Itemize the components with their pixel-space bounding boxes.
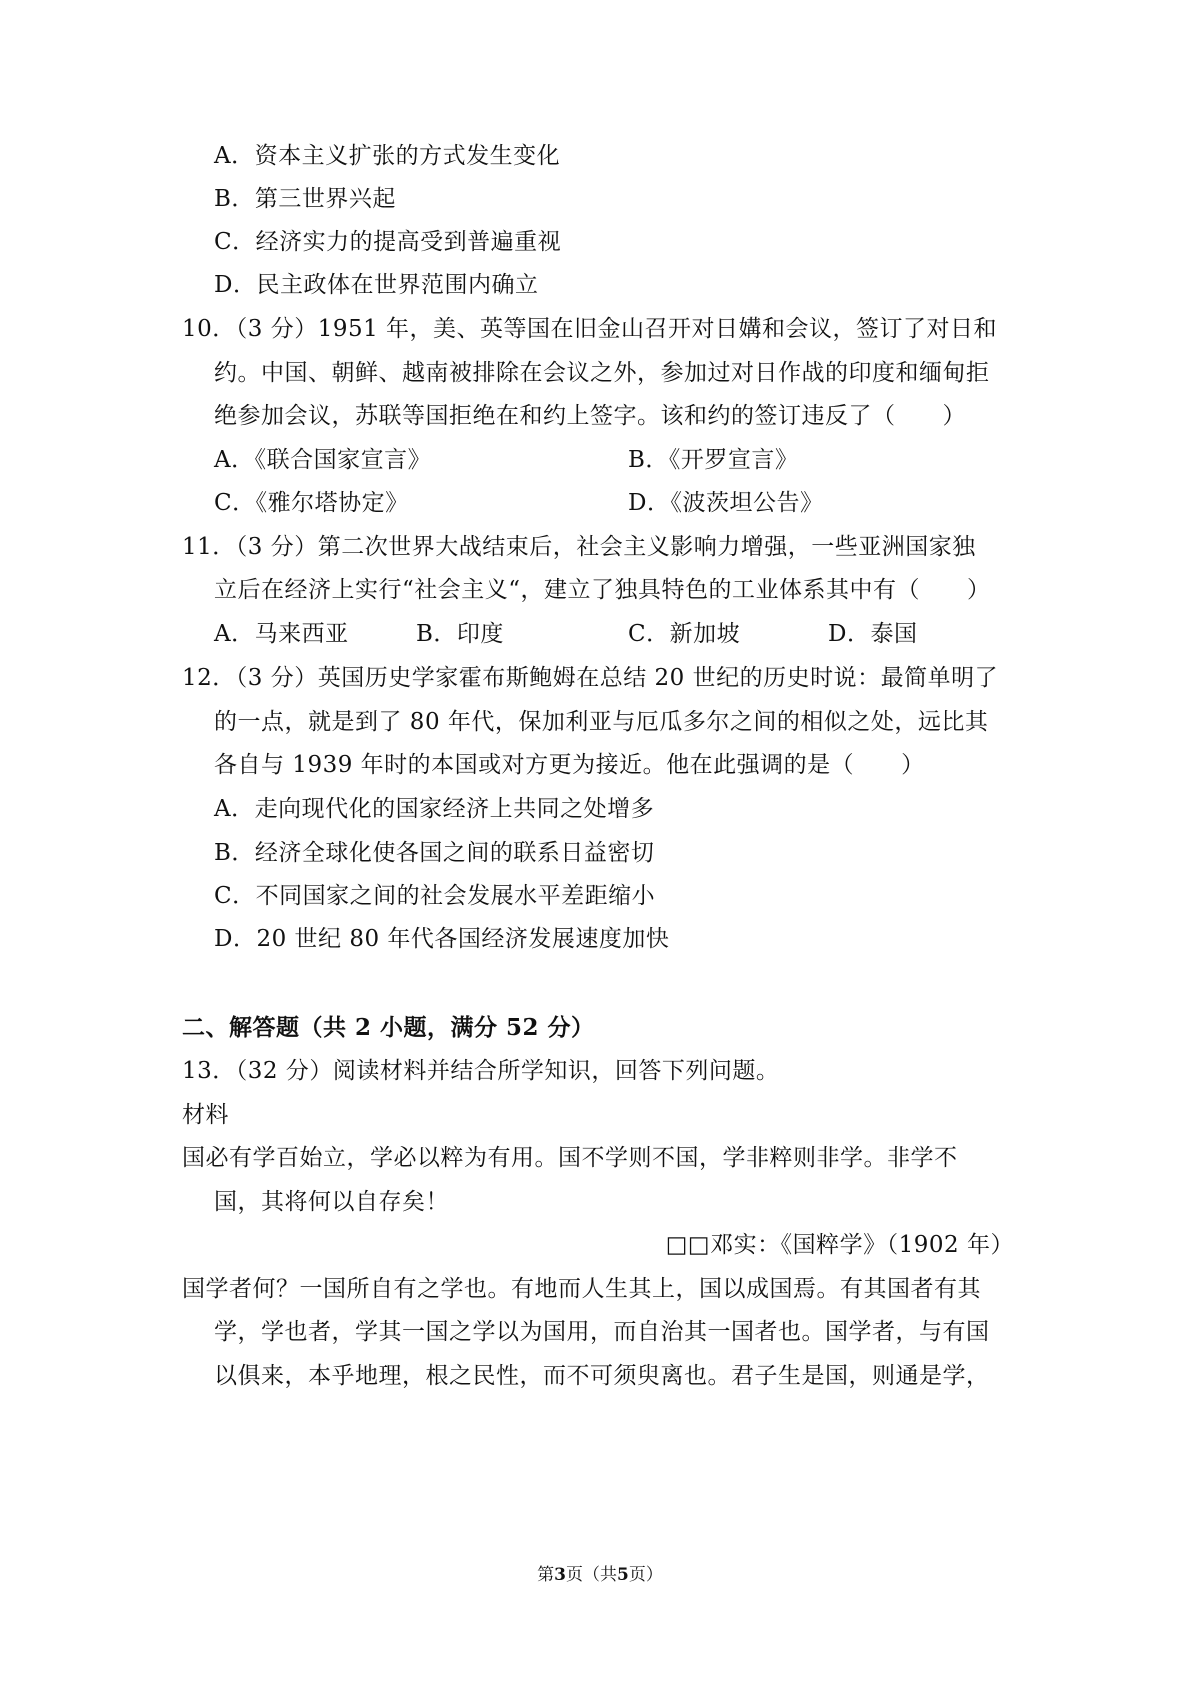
q10-stem-line3: 绝参加会议，苏联等国拒绝在和约上签字。该和约的签订违反了（ ） — [214, 403, 966, 429]
footer-mid: 页（共 — [566, 1565, 617, 1585]
q10-option-b: B．《开罗宣言》 — [628, 447, 799, 473]
section-heading: 二、解答题（共 2 小题，满分 52 分） — [182, 1014, 595, 1041]
material-p1-line1: 国必有学百始立，学必以粹为有用。国不学则不国，学非粹则非学。非学不 — [182, 1145, 958, 1171]
q11-option-c: C．新加坡 — [628, 621, 741, 647]
footer-prefix: 第 — [537, 1565, 555, 1585]
q12-option-c: C．不同国家之间的社会发展水平差距缩小 — [214, 883, 656, 909]
material-p1-line2: 国，其将何以自存矣！ — [214, 1189, 449, 1215]
q10-stem-line2: 约。中国、朝鲜、越南被排除在会议之外，参加过对日作战的印度和缅甸拒 — [214, 360, 990, 386]
q9-option-b: B．第三世界兴起 — [214, 186, 396, 212]
q13-prompt: 13．（32 分）阅读材料并结合所学知识，回答下列问题。 — [182, 1058, 780, 1084]
material-p2-line3: 以俱来，本乎地理，根之民性，而不可须臾离也。君子生是国，则通是学， — [214, 1363, 990, 1389]
footer-page-number: 3 — [554, 1565, 566, 1585]
q11-option-a: A．马来西亚 — [214, 621, 349, 647]
material-citation: □□邓实：《国粹学》（1902 年） — [665, 1232, 1014, 1258]
q11-option-d: D．泰国 — [828, 621, 918, 647]
q10-option-c: C．《雅尔塔协定》 — [214, 490, 409, 516]
q11-stem-line1: 11．（3 分）第二次世界大战结束后，社会主义影响力增强，一些亚洲国家独 — [182, 534, 976, 560]
q10-option-a: A．《联合国家宣言》 — [214, 447, 432, 473]
q9-option-d: D．民主政体在世界范围内确立 — [214, 272, 539, 298]
q12-option-d: D．20 世纪 80 年代各国经济发展速度加快 — [214, 926, 670, 952]
q10-stem-line1: 10．（3 分）1951 年，美、英等国在旧金山召开对日媾和会议，签订了对日和 — [182, 316, 998, 342]
q11-option-b: B．印度 — [416, 621, 504, 647]
q12-stem-line3: 各自与 1939 年时的本国或对方更为接近。他在此强调的是（ ） — [214, 752, 925, 778]
q9-option-c: C．经济实力的提高受到普遍重视 — [214, 229, 562, 255]
q11-stem-line2: 立后在经济上实行“社会主义“，建立了独具特色的工业体系其中有（ ） — [214, 577, 991, 603]
footer-suffix: 页） — [628, 1565, 663, 1585]
q12-option-a: A．走向现代化的国家经济上共同之处增多 — [214, 796, 655, 822]
material-p2-line2: 学，学也者，学其一国之学以为国用，而自治其一国者也。国学者，与有国 — [214, 1319, 990, 1345]
q9-option-a: A．资本主义扩张的方式发生变化 — [214, 143, 561, 169]
q12-option-b: B．经济全球化使各国之间的联系日益密切 — [214, 840, 655, 866]
material-label: 材料 — [182, 1102, 229, 1128]
footer-total-pages: 5 — [617, 1565, 629, 1585]
q10-option-d: D．《波茨坦公告》 — [628, 490, 824, 516]
q12-stem-line2: 的一点，就是到了 80 年代，保加利亚与厄瓜多尔之间的相似之处，远比其 — [214, 709, 989, 735]
material-p2-line1: 国学者何？一国所自有之学也。有地而人生其上，国以成国焉。有其国者有其 — [182, 1276, 981, 1302]
page-footer — [0, 1564, 1200, 1586]
q12-stem-line1: 12．（3 分）英国历史学家霍布斯鲍姆在总结 20 世纪的历史时说：最简单明了 — [182, 665, 999, 691]
